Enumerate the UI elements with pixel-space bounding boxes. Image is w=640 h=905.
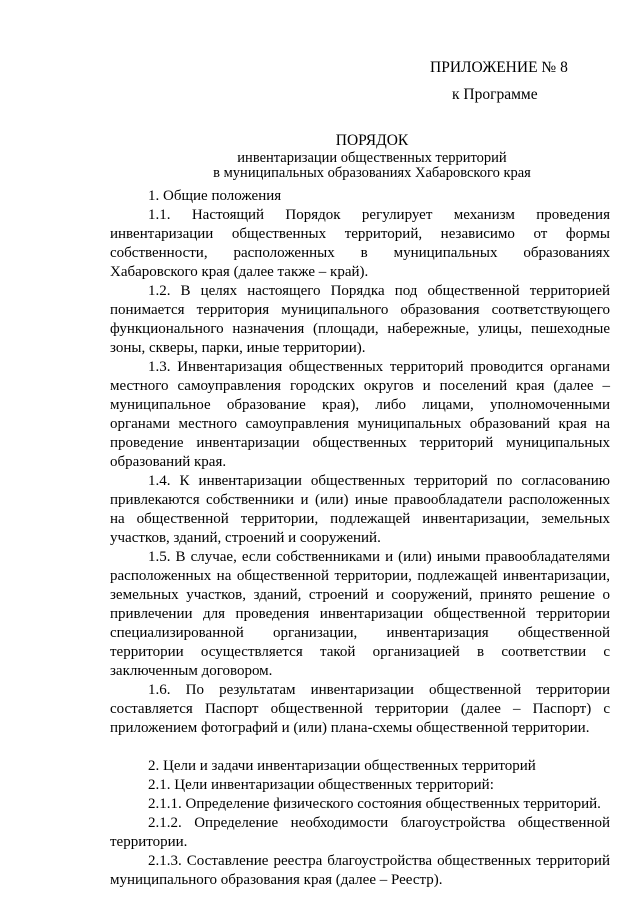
paragraph-1-4: 1.4. К инвентаризации общественных территорий по согласованию привлекаются собственники и (или) иные правообладатели расположенных на общественной территории, подлежащей инвентаризации, земельных участков, зданий, строений и сооружений. [110, 473, 610, 546]
appendix-title: ПРИЛОЖЕНИЕ № 8 [430, 59, 568, 76]
appendix-reference: к Программе [452, 86, 538, 103]
subtitle-line-1: инвентаризации общественных территорий [237, 150, 507, 166]
paragraph-1-2: 1.2. В целях настоящего Порядка под общественной территорией понимается территория муниципального образования соответствующего функционального назначения (площади, набережные, улицы, пешеходные зоны, скверы, парки, иные территории). [110, 283, 610, 356]
paragraph-2-1-2: 2.1.2. Определение необходимости благоустройства общественной территории. [110, 815, 610, 850]
paragraph-2-1-1: 2.1.1. Определение физического состояния общественных территорий. [148, 796, 601, 812]
paragraph-2-1: 2.1. Цели инвентаризации общественных территорий: [148, 777, 494, 793]
paragraph-1-6: 1.6. По результатам инвентаризации общественной территории составляется Паспорт общественной территории (далее – Паспорт) с приложением фотографий и (или) плана-схемы общественной территории. [110, 682, 610, 736]
section-1-heading: 1. Общие положения [148, 188, 282, 204]
paragraph-1-1: 1.1. Настоящий Порядок регулирует механизм проведения инвентаризации общественных территорий, независимо от формы собственности, расположенных в муниципальных образованиях Хабаровского края (далее также – край). [110, 207, 610, 280]
paragraph-1-3: 1.3. Инвентаризация общественных территорий проводится органами местного самоуправления городских округов и поселений края (далее – муниципальное образование края), либо лицами, уполномоченными органами местного самоуправления муниципальных образований края на проведение инвентаризации общественных территорий муниципальных образований края. [110, 359, 610, 470]
paragraph-2-1-3: 2.1.3. Составление реестра благоустройства общественных территорий муниципального образования края (далее – Реестр). [110, 853, 610, 888]
subtitle-line-2: в муниципальных образованиях Хабаровского края [213, 165, 531, 181]
paragraph-1-5: 1.5. В случае, если собственниками и (или) иными правообладателями расположенных на общественной территории, подлежащей инвентаризации, земельных участков, зданий, строений и сооружений, принято решение о привлечении для проведения инвентаризации общественной территории специализированной организации, инвентаризация общественной территории осуществляется такой организацией в соответствии с заключенным договором. [110, 549, 610, 679]
document-title: ПОРЯДОК [335, 132, 409, 149]
document-subtitle [0, 151, 640, 181]
section-2-heading: 2. Цели и задачи инвентаризации общественных территорий [148, 758, 536, 774]
document-body [110, 187, 610, 890]
